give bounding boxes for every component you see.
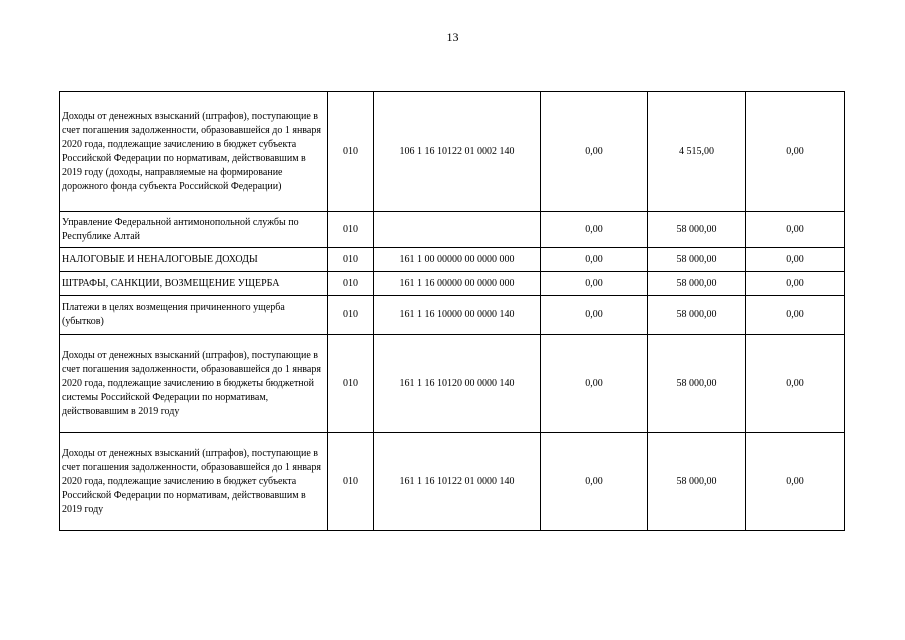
row-value-3: 0,00 bbox=[746, 296, 845, 335]
table-row bbox=[60, 335, 845, 433]
row-budget-code: 161 1 16 10120 00 0000 140 bbox=[374, 335, 541, 433]
row-value-1: 0,00 bbox=[541, 248, 648, 272]
row-admin-code: 010 bbox=[328, 212, 374, 248]
row-admin-code: 010 bbox=[328, 272, 374, 296]
row-value-1: 0,00 bbox=[541, 272, 648, 296]
row-value-3: 0,00 bbox=[746, 272, 845, 296]
row-value-3: 0,00 bbox=[746, 433, 845, 531]
table-row bbox=[60, 92, 845, 212]
row-value-1: 0,00 bbox=[541, 335, 648, 433]
row-name: Доходы от денежных взысканий (штрафов), поступающие в счет погашения задолженности, образовавшейся до 1 января 2020 года, подлежащие зачислению в бюджет субъекта Российской Федерации по нормативам, действовавшим в 2019 году bbox=[60, 433, 328, 531]
row-budget-code: 161 1 16 10122 01 0000 140 bbox=[374, 433, 541, 531]
table-row bbox=[60, 433, 845, 531]
row-value-2: 58 000,00 bbox=[648, 272, 746, 296]
row-budget-code: 161 1 00 00000 00 0000 000 bbox=[374, 248, 541, 272]
row-name: Доходы от денежных взысканий (штрафов), поступающие в счет погашения задолженности, образовавшейся до 1 января 2020 года, подлежащие зачислению в бюджет субъекта Российской Федерации по нормативам, действовавшим в 2019 году (доходы, направляемые на формирование дорожного фонда субъекта Российской Федерации) bbox=[60, 92, 328, 212]
row-value-2: 58 000,00 bbox=[648, 212, 746, 248]
row-value-2: 4 515,00 bbox=[648, 92, 746, 212]
row-value-3: 0,00 bbox=[746, 212, 845, 248]
page-number: 13 bbox=[446, 30, 459, 44]
row-name: Управление Федеральной антимонопольной службы по Республике Алтай bbox=[60, 212, 328, 248]
row-name: ШТРАФЫ, САНКЦИИ, ВОЗМЕЩЕНИЕ УЩЕРБА bbox=[60, 272, 328, 296]
row-budget-code bbox=[374, 212, 541, 248]
table-row bbox=[60, 296, 845, 335]
row-admin-code: 010 bbox=[328, 92, 374, 212]
row-value-3: 0,00 bbox=[746, 248, 845, 272]
row-admin-code: 010 bbox=[328, 335, 374, 433]
row-value-2: 58 000,00 bbox=[648, 296, 746, 335]
table-row bbox=[60, 272, 845, 296]
row-value-3: 0,00 bbox=[746, 335, 845, 433]
row-value-2: 58 000,00 bbox=[648, 433, 746, 531]
row-value-1: 0,00 bbox=[541, 212, 648, 248]
row-name: Доходы от денежных взысканий (штрафов), поступающие в счет погашения задолженности, образовавшейся до 1 января 2020 года, подлежащие зачислению в бюджеты бюджетной системы Российской Федерации по нормативам, действовавшим в 2019 году bbox=[60, 335, 328, 433]
row-name: Платежи в целях возмещения причиненного ущерба (убытков) bbox=[60, 296, 328, 335]
row-admin-code: 010 bbox=[328, 433, 374, 531]
table-row bbox=[60, 212, 845, 248]
revenue-table bbox=[59, 91, 845, 531]
row-name: НАЛОГОВЫЕ И НЕНАЛОГОВЫЕ ДОХОДЫ bbox=[60, 248, 328, 272]
row-budget-code: 161 1 16 10000 00 0000 140 bbox=[374, 296, 541, 335]
row-value-3: 0,00 bbox=[746, 92, 845, 212]
row-value-2: 58 000,00 bbox=[648, 335, 746, 433]
row-value-1: 0,00 bbox=[541, 433, 648, 531]
row-value-1: 0,00 bbox=[541, 92, 648, 212]
table-row bbox=[60, 248, 845, 272]
row-budget-code: 161 1 16 00000 00 0000 000 bbox=[374, 272, 541, 296]
row-value-2: 58 000,00 bbox=[648, 248, 746, 272]
row-admin-code: 010 bbox=[328, 296, 374, 335]
row-admin-code: 010 bbox=[328, 248, 374, 272]
row-budget-code: 106 1 16 10122 01 0002 140 bbox=[374, 92, 541, 212]
row-value-1: 0,00 bbox=[541, 296, 648, 335]
